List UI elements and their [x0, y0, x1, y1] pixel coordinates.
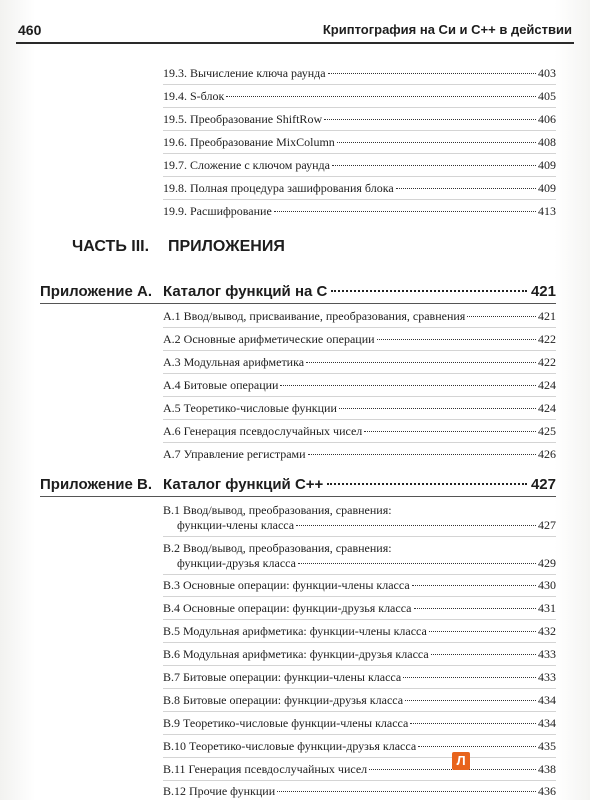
header-rule	[16, 42, 574, 44]
toc-entry[interactable]	[163, 716, 556, 731]
appendix-label: Приложение А.	[40, 283, 153, 300]
dot-leader	[412, 585, 536, 586]
toc-entry[interactable]	[163, 578, 556, 593]
toc-entry-title: В.3 Основные операции: функции-члены класса	[163, 578, 410, 592]
toc-entry-two-line[interactable]	[163, 541, 556, 571]
toc-entry-title-continued: функции-члены класса	[177, 518, 295, 532]
toc-entry-page: 434	[538, 693, 556, 707]
dot-leader	[403, 677, 536, 678]
toc-entry[interactable]	[163, 447, 556, 462]
dot-leader	[431, 654, 536, 655]
dot-leader	[429, 631, 536, 632]
dot-leader	[328, 73, 536, 74]
toc-entry-page: 409	[538, 158, 556, 172]
toc-entry[interactable]	[163, 670, 556, 685]
toc-entry-page: 409	[538, 181, 556, 195]
toc-entry-page: 422	[538, 332, 556, 346]
toc-entry-title: 19.5. Преобразование ShiftRow	[163, 112, 323, 126]
row-separator	[163, 734, 556, 735]
toc-entry[interactable]	[163, 309, 556, 324]
row-separator	[163, 396, 556, 397]
row-separator	[163, 619, 556, 620]
row-separator	[163, 107, 556, 108]
row-separator	[163, 536, 556, 537]
toc-entry-page: 424	[538, 401, 556, 415]
toc-entry-page: 425	[538, 424, 556, 438]
row-separator	[163, 596, 556, 597]
toc-entry-title: В.10 Теоретико-числовые функции-друзья класса	[163, 739, 417, 753]
dot-leader	[296, 525, 536, 526]
toc-entry-title: 19.9. Расшифрование	[163, 204, 272, 218]
toc-entry[interactable]	[163, 401, 556, 416]
dot-leader	[308, 454, 536, 455]
toc-entry-title: А.7 Управление регистрами	[163, 447, 306, 461]
publisher-logo-icon: Л	[452, 752, 470, 770]
toc-entry[interactable]	[163, 332, 556, 347]
toc-entry[interactable]	[163, 601, 556, 616]
part-number: ЧАСТЬ III.	[72, 238, 150, 255]
toc-entry-page: 406	[538, 112, 556, 126]
toc-entry[interactable]	[163, 424, 556, 439]
toc-entry-title: 19.8. Полная процедура зашифрования блока	[163, 181, 394, 195]
part-title: ПРИЛОЖЕНИЯ	[168, 238, 285, 255]
dot-leader	[332, 165, 536, 166]
toc-entry-title: В.1 Ввод/вывод, преобразования, сравнения:	[163, 503, 392, 517]
appendix-b-heading[interactable]	[40, 476, 556, 493]
row-separator	[163, 665, 556, 666]
toc-entry-page: 434	[538, 716, 556, 730]
toc-entry[interactable]	[163, 624, 556, 639]
dot-leader	[226, 96, 536, 97]
appendix-title: Каталог функций С++	[163, 476, 324, 493]
toc-entry[interactable]	[163, 693, 556, 708]
toc-entry-title-continued: функции-друзья класса	[177, 556, 296, 570]
toc-entry[interactable]	[163, 378, 556, 393]
toc-entry-page: 427	[538, 518, 556, 532]
toc-entry-title: В.6 Модульная арифметика: функции-друзья класса	[163, 647, 429, 661]
toc-entry-title: В.8 Битовые операции: функции-друзья класса	[163, 693, 404, 707]
toc-entry-page: 424	[538, 378, 556, 392]
row-separator	[163, 642, 556, 643]
toc-entry[interactable]	[163, 355, 556, 370]
toc-entry[interactable]	[163, 762, 556, 777]
toc-entry-page: 429	[538, 556, 556, 570]
toc-entry-title: А.1 Ввод/вывод, присваивание, преобразования, сравнения	[163, 309, 466, 323]
toc-entry-title: А.5 Теоретико-числовые функции	[163, 401, 337, 415]
toc-entry-page: 403	[538, 66, 556, 80]
dot-leader	[331, 290, 527, 292]
dot-leader	[467, 316, 536, 317]
dot-leader	[306, 362, 536, 363]
toc-entry[interactable]	[163, 66, 556, 81]
dot-leader	[405, 700, 536, 701]
toc-entry-title: В.2 Ввод/вывод, преобразования, сравнения:	[163, 541, 392, 555]
toc-entry-title: В.5 Модульная арифметика: функции-члены класса	[163, 624, 427, 638]
toc-entry-title: А.4 Битовые операции	[163, 378, 279, 392]
toc-entry-title: В.9 Теоретико-числовые функции-члены класса	[163, 716, 409, 730]
toc-entry-page: 422	[538, 355, 556, 369]
toc-entry-title: А.2 Основные арифметические операции	[163, 332, 375, 346]
row-separator	[163, 688, 556, 689]
dot-leader	[324, 119, 536, 120]
toc-entry-page: 405	[538, 89, 556, 103]
dot-leader	[414, 608, 536, 609]
toc-entry-page: 438	[538, 762, 556, 776]
toc-entry-title: В.11 Генерация псевдослучайных чисел	[163, 762, 368, 776]
toc-entry[interactable]	[163, 204, 556, 219]
appendix-title: Каталог функций на С	[163, 283, 328, 300]
row-separator	[163, 574, 556, 575]
toc-entry[interactable]	[163, 784, 556, 799]
dot-leader	[274, 211, 536, 212]
part-heading	[72, 238, 285, 256]
toc-entry-page: 421	[538, 309, 556, 323]
dot-leader	[339, 408, 536, 409]
dot-leader	[280, 385, 536, 386]
toc-entry[interactable]	[163, 181, 556, 196]
toc-entry-title: 19.3. Вычисление ключа раунда	[163, 66, 326, 80]
appendix-a-heading[interactable]	[40, 283, 556, 300]
dot-leader	[377, 339, 536, 340]
row-separator	[163, 780, 556, 781]
dot-leader	[410, 723, 536, 724]
toc-entry[interactable]	[163, 135, 556, 150]
toc-entry-title: 19.4. S-блок	[163, 89, 225, 103]
row-separator	[163, 176, 556, 177]
dot-leader	[337, 142, 536, 143]
toc-entry-page: 408	[538, 135, 556, 149]
toc-entry[interactable]	[163, 647, 556, 662]
dot-leader	[327, 483, 527, 485]
appendix-page: 421	[530, 283, 556, 300]
toc-entry-page: 431	[538, 601, 556, 615]
row-separator	[163, 153, 556, 154]
appendix-label: Приложение В.	[40, 476, 153, 493]
toc-entry-title: В.4 Основные операции: функции-друзья класса	[163, 601, 412, 615]
appendix-rule	[40, 303, 556, 304]
row-separator	[163, 84, 556, 85]
toc-entry[interactable]	[163, 739, 556, 754]
toc-entry-title: А.6 Генерация псевдослучайных чисел	[163, 424, 363, 438]
row-separator	[163, 711, 556, 712]
toc-entry-title: 19.7. Сложение с ключом раунда	[163, 158, 330, 172]
row-separator	[163, 350, 556, 351]
row-separator	[163, 442, 556, 443]
toc-entry[interactable]	[163, 112, 556, 127]
toc-entry-page: 426	[538, 447, 556, 461]
toc-entry-title: 19.6. Преобразование MixColumn	[163, 135, 335, 149]
toc-entry-title: В.7 Битовые операции: функции-члены класса	[163, 670, 402, 684]
dot-leader	[277, 791, 536, 792]
row-separator	[163, 419, 556, 420]
running-title: Криптография на Си и С++ в действии	[322, 22, 572, 37]
dot-leader	[418, 746, 536, 747]
toc-entry-two-line[interactable]	[163, 503, 556, 533]
toc-entry-page: 433	[538, 647, 556, 661]
toc-entry-title: В.12 Прочие функции	[163, 784, 276, 798]
row-separator	[163, 373, 556, 374]
toc-entry[interactable]	[163, 89, 556, 104]
toc-entry-page: 436	[538, 784, 556, 798]
row-separator	[163, 327, 556, 328]
toc-entry-page: 435	[538, 739, 556, 753]
page-header	[0, 0, 590, 50]
toc-entry-page: 432	[538, 624, 556, 638]
toc-entry-page: 433	[538, 670, 556, 684]
appendix-page: 427	[530, 476, 556, 493]
row-separator	[163, 757, 556, 758]
appendix-rule	[40, 496, 556, 497]
dot-leader	[298, 563, 536, 564]
row-separator	[163, 130, 556, 131]
toc-entry-title: А.3 Модульная арифметика	[163, 355, 305, 369]
page-number: 460	[18, 22, 42, 38]
toc-entry-page: 413	[538, 204, 556, 218]
dot-leader	[364, 431, 536, 432]
toc-entry-page: 430	[538, 578, 556, 592]
toc-entry[interactable]	[163, 158, 556, 173]
row-separator	[163, 199, 556, 200]
dot-leader	[396, 188, 536, 189]
